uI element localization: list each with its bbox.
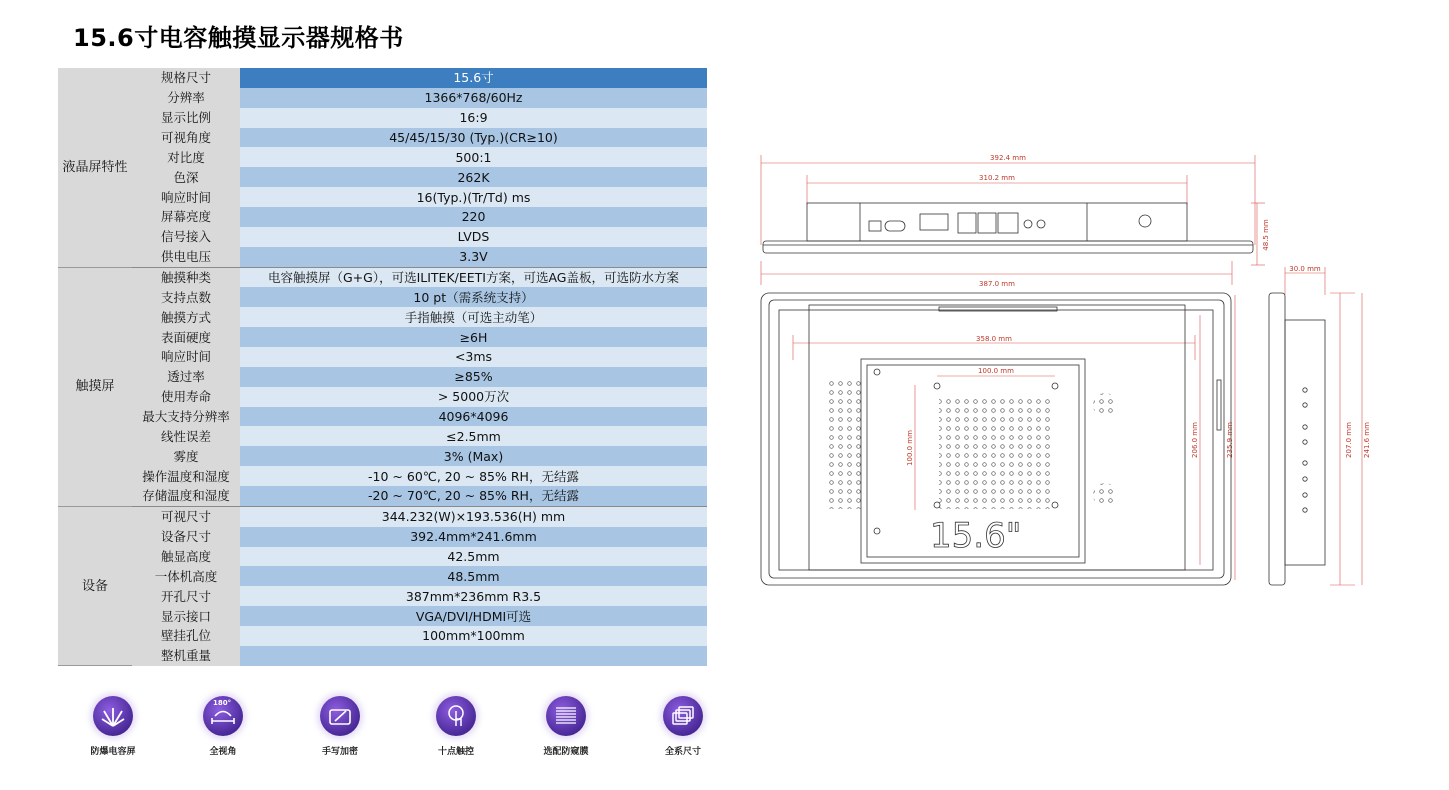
svg-text:392.4 mm: 392.4 mm bbox=[990, 154, 1026, 162]
feature-icons bbox=[58, 690, 707, 764]
svg-text:310.2 mm: 310.2 mm bbox=[979, 174, 1015, 182]
spec-value: 10 pt（需系统支持） bbox=[240, 287, 707, 307]
spec-label: 屏幕亮度 bbox=[132, 207, 240, 227]
table-row bbox=[58, 287, 707, 307]
spec-value: 48.5mm bbox=[240, 566, 707, 586]
group-label: 液晶屏特性 bbox=[58, 68, 132, 267]
feature-label: 防爆电容屏 bbox=[90, 747, 136, 757]
spec-label: 分辨率 bbox=[132, 88, 240, 108]
spec-value: 16(Typ.)(Tr/Td) ms bbox=[240, 187, 707, 207]
feature-multi-touch bbox=[401, 690, 511, 757]
spec-label: 一体机高度 bbox=[132, 566, 240, 586]
spec-value: 392.4mm*241.6mm bbox=[240, 527, 707, 547]
table-row bbox=[58, 566, 707, 586]
table-row bbox=[58, 147, 707, 167]
table-row bbox=[58, 207, 707, 227]
table-row bbox=[58, 527, 707, 547]
table-row bbox=[58, 466, 707, 486]
table-row bbox=[58, 426, 707, 446]
feature-label: 全视角 bbox=[209, 747, 237, 757]
spec-label: 供电电压 bbox=[132, 247, 240, 267]
feature-wide-view-angle bbox=[168, 690, 278, 757]
spec-value: ≤2.5mm bbox=[240, 426, 707, 446]
spec-label: 响应时间 bbox=[132, 347, 240, 367]
spec-label: 响应时间 bbox=[132, 187, 240, 207]
spec-value: VGA/DVI/HDMI可选 bbox=[240, 606, 707, 626]
spec-label: 触摸方式 bbox=[132, 307, 240, 327]
spec-value: 3.3V bbox=[240, 247, 707, 267]
spec-value: 4096*4096 bbox=[240, 407, 707, 427]
spec-value: 42.5mm bbox=[240, 547, 707, 567]
spec-label: 表面硬度 bbox=[132, 327, 240, 347]
spec-value: 15.6寸 bbox=[240, 68, 707, 88]
svg-text:100.0 mm: 100.0 mm bbox=[906, 430, 914, 466]
spec-label: 雾度 bbox=[132, 446, 240, 466]
spec-label: 透过率 bbox=[132, 367, 240, 387]
svg-text:235.9 mm: 235.9 mm bbox=[1226, 422, 1234, 458]
spec-label: 存储温度和湿度 bbox=[132, 486, 240, 506]
spec-label: 整机重量 bbox=[132, 646, 240, 666]
svg-text:30.0 mm: 30.0 mm bbox=[1289, 265, 1321, 273]
svg-text:100.0 mm: 100.0 mm bbox=[978, 367, 1014, 375]
table-row bbox=[58, 327, 707, 347]
spec-label: 信号接入 bbox=[132, 227, 240, 247]
svg-text:358.0 mm: 358.0 mm bbox=[976, 335, 1012, 343]
spec-value: LVDS bbox=[240, 227, 707, 247]
spec-label: 色深 bbox=[132, 167, 240, 187]
spec-value: 100mm*100mm bbox=[240, 626, 707, 646]
spec-label: 线性误差 bbox=[132, 426, 240, 446]
table-row bbox=[58, 446, 707, 466]
table-row bbox=[58, 267, 707, 287]
page-title: 15.6寸电容触摸显示器规格书 bbox=[73, 24, 404, 52]
spec-label: 可视尺寸 bbox=[132, 506, 240, 526]
angle-badge: 180° bbox=[213, 699, 232, 707]
spec-label: 触显高度 bbox=[132, 547, 240, 567]
spec-value: 45/45/15/30 (Typ.)(CR≥10) bbox=[240, 128, 707, 148]
table-row bbox=[58, 586, 707, 606]
spec-value: 387mm*236mm R3.5 bbox=[240, 586, 707, 606]
table-row bbox=[58, 227, 707, 247]
svg-text:48.5 mm: 48.5 mm bbox=[1262, 219, 1270, 251]
feature-label: 选配防窥膜 bbox=[543, 747, 589, 757]
table-row bbox=[58, 646, 707, 666]
table-row bbox=[58, 387, 707, 407]
spec-label: 显示接口 bbox=[132, 606, 240, 626]
svg-text:207.0 mm: 207.0 mm bbox=[1345, 422, 1353, 458]
explosion-proof-icon bbox=[93, 696, 133, 736]
multi-touch-icon bbox=[436, 696, 476, 736]
feature-handwriting bbox=[285, 690, 395, 757]
spec-value: 手指触摸（可选主动笔） bbox=[240, 307, 707, 327]
spec-value: -20 ~ 70℃, 20 ~ 85% RH，无结露 bbox=[240, 486, 707, 506]
svg-text:241.6 mm: 241.6 mm bbox=[1363, 422, 1371, 458]
spec-label: 壁挂孔位 bbox=[132, 626, 240, 646]
spec-value bbox=[240, 646, 707, 666]
table-row bbox=[58, 626, 707, 646]
table-row bbox=[58, 486, 707, 506]
spec-label: 显示比例 bbox=[132, 108, 240, 128]
table-row bbox=[58, 606, 707, 626]
table-row bbox=[58, 108, 707, 128]
table-row bbox=[58, 88, 707, 108]
feature-all-sizes bbox=[628, 690, 738, 757]
spec-label: 触摸种类 bbox=[132, 267, 240, 287]
spec-value: 电容触摸屏（G+G），可选ILITEK/EETI方案，可选AG盖板，可选防水方案 bbox=[240, 267, 707, 287]
spec-label: 使用寿命 bbox=[132, 387, 240, 407]
table-row bbox=[58, 307, 707, 327]
svg-text:387.0 mm: 387.0 mm bbox=[979, 280, 1015, 288]
all-sizes-icon bbox=[663, 696, 703, 736]
table-row bbox=[58, 547, 707, 567]
table-row bbox=[58, 347, 707, 367]
spec-label: 规格尺寸 bbox=[132, 68, 240, 88]
group-label: 触摸屏 bbox=[58, 267, 132, 506]
spec-value: 344.232(W)×193.536(H) mm bbox=[240, 506, 707, 526]
table-row bbox=[58, 367, 707, 387]
svg-text:15.6": 15.6" bbox=[930, 516, 1022, 556]
group-label: 设备 bbox=[58, 506, 132, 665]
spec-value: 220 bbox=[240, 207, 707, 227]
spec-value: ≥6H bbox=[240, 327, 707, 347]
table-row bbox=[58, 167, 707, 187]
spec-label: 可视角度 bbox=[132, 128, 240, 148]
spec-value: 500:1 bbox=[240, 147, 707, 167]
spec-label: 操作温度和湿度 bbox=[132, 466, 240, 486]
spec-label: 开孔尺寸 bbox=[132, 586, 240, 606]
spec-table bbox=[58, 68, 707, 666]
dimension-drawing bbox=[755, 145, 1375, 595]
spec-label: 设备尺寸 bbox=[132, 527, 240, 547]
spec-value: -10 ~ 60℃, 20 ~ 85% RH，无结露 bbox=[240, 466, 707, 486]
table-row bbox=[58, 506, 707, 526]
anti-peep-film-icon bbox=[546, 696, 586, 736]
spec-value: 16:9 bbox=[240, 108, 707, 128]
wide-view-angle-icon bbox=[203, 696, 243, 736]
spec-value: 1366*768/60Hz bbox=[240, 88, 707, 108]
svg-text:206.0 mm: 206.0 mm bbox=[1191, 422, 1199, 458]
spec-value: 262K bbox=[240, 167, 707, 187]
spec-label: 支持点数 bbox=[132, 287, 240, 307]
feature-anti-peep-film bbox=[511, 690, 621, 757]
feature-explosion-proof bbox=[58, 690, 168, 757]
feature-label: 十点触控 bbox=[437, 747, 474, 757]
spec-value: ≥85% bbox=[240, 367, 707, 387]
spec-value: 3% (Max) bbox=[240, 446, 707, 466]
spec-value: <3ms bbox=[240, 347, 707, 367]
table-row bbox=[58, 407, 707, 427]
table-row bbox=[58, 247, 707, 267]
table-row bbox=[58, 68, 707, 88]
handwriting-icon bbox=[320, 696, 360, 736]
spec-label: 最大支持分辨率 bbox=[132, 407, 240, 427]
table-row bbox=[58, 187, 707, 207]
feature-label: 手写加密 bbox=[321, 747, 358, 757]
spec-value: > 5000万次 bbox=[240, 387, 707, 407]
table-row bbox=[58, 128, 707, 148]
feature-label: 全系尺寸 bbox=[664, 747, 701, 757]
spec-label: 对比度 bbox=[132, 147, 240, 167]
